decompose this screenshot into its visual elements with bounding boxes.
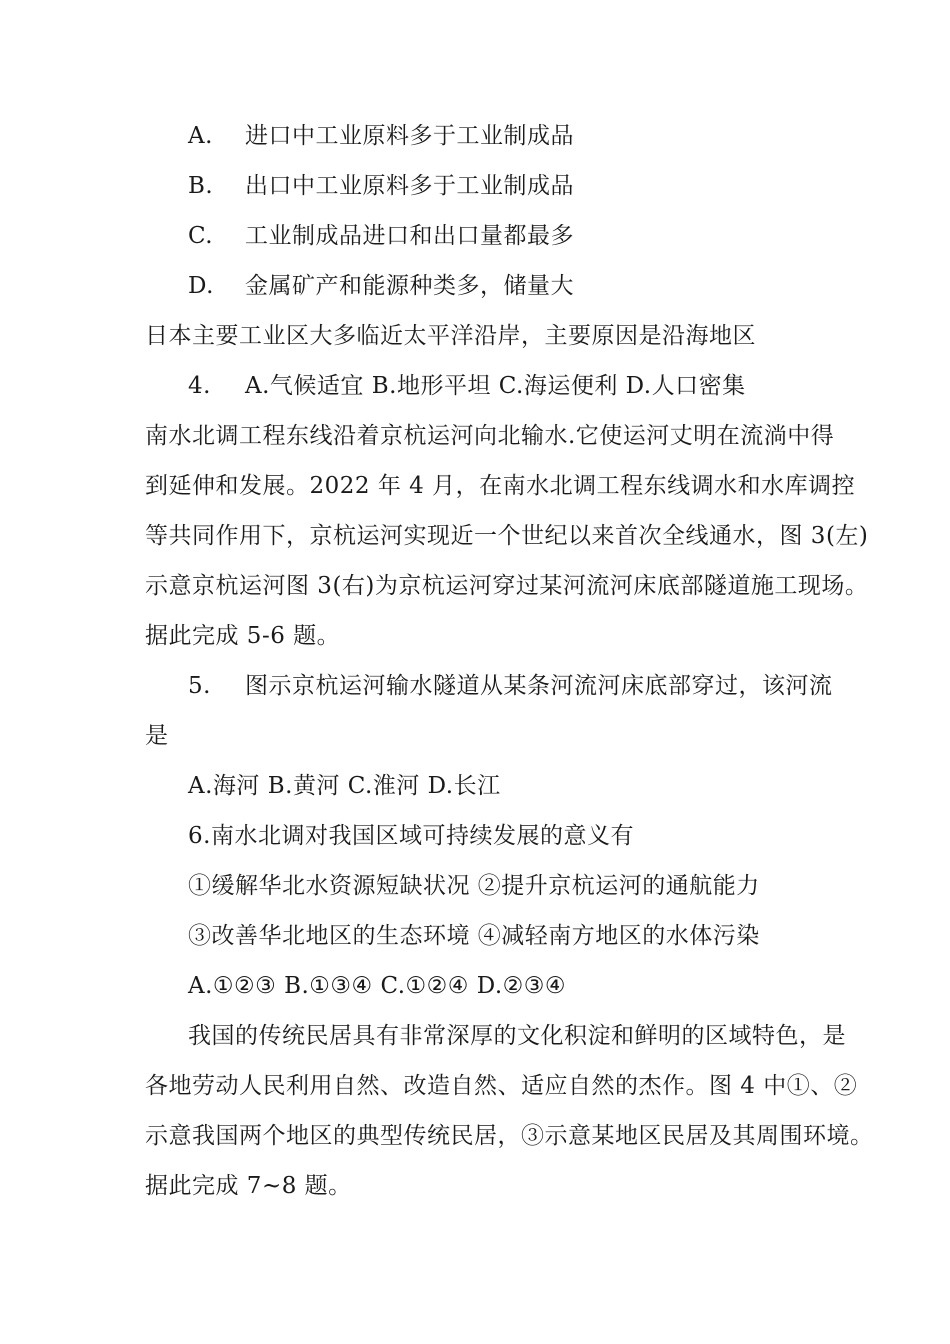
option-text: 出口中工业原料多于工业制成品: [245, 173, 574, 199]
passage2-line: 示意我国两个地区的典型传统民居，③示意某地区民居及其周围环境。: [145, 1123, 874, 1149]
option-text: 进口中工业原料多于工业制成品: [245, 123, 574, 149]
option-letter: B.: [188, 173, 214, 199]
q6-stem: 6.南水北调对我国区域可持续发展的意义有: [188, 823, 634, 849]
q6-options: A.①②③ B.①③④ C.①②④ D.②③④: [188, 973, 567, 999]
q4-options: A.气候适宜 B.地形平坦 C.海运便利 D.人口密集: [245, 373, 746, 399]
passage2-line: 据此完成 7~8 题。: [145, 1173, 352, 1199]
question-number: 4.: [188, 373, 211, 399]
option-text: 金属矿产和能源种类多，储量大: [245, 273, 574, 299]
option-a: [188, 121, 574, 151]
passage1-line: 到延伸和发展。2022 年 4 月，在南水北调工程东线调水和水库调控: [145, 473, 856, 499]
passage1-line: 据此完成 5-6 题。: [145, 623, 341, 649]
question-number: 5.: [188, 673, 211, 699]
option-d: [188, 271, 574, 301]
q4-options-line: [188, 371, 746, 401]
option-c: [188, 221, 574, 251]
option-text: 工业制成品进口和出口量都最多: [245, 223, 574, 249]
option-b: [188, 171, 574, 201]
q5-stem-text: 图示京杭运河输水隧道从某条河流河床底部穿过，该河流: [245, 673, 833, 699]
option-letter: D.: [188, 273, 214, 299]
option-letter: C.: [188, 223, 214, 249]
passage1-line: 南水北调工程东线沿着京杭运河向北输水.它使运河丈明在流淌中得: [145, 423, 835, 449]
q5-stem: [188, 671, 833, 701]
q6-item-line: ①缓解华北水资源短缺状况 ②提升京杭运河的通航能力: [188, 873, 760, 899]
option-letter: A.: [188, 123, 213, 149]
q4-stem: 日本主要工业区大多临近太平洋沿岸，主要原因是沿海地区: [145, 323, 756, 349]
q5-options: A.海河 B.黄河 C.淮河 D.长江: [188, 773, 501, 799]
passage2-line: 各地劳动人民利用自然、改造自然、适应自然的杰作。图 4 中①、②: [145, 1073, 858, 1099]
passage1-line: 等共同作用下，京杭运河实现近一个世纪以来首次全线通水，图 3(左): [145, 523, 869, 549]
q6-item-line: ③改善华北地区的生态环境 ④减轻南方地区的水体污染: [188, 923, 760, 949]
q5-stem-continued: 是: [145, 723, 169, 749]
passage1-line: 示意京杭运河图 3(右)为京杭运河穿过某河流河床底部隧道施工现场。: [145, 573, 869, 599]
passage2-line: 我国的传统民居具有非常深厚的文化积淀和鲜明的区域特色，是: [188, 1023, 846, 1049]
